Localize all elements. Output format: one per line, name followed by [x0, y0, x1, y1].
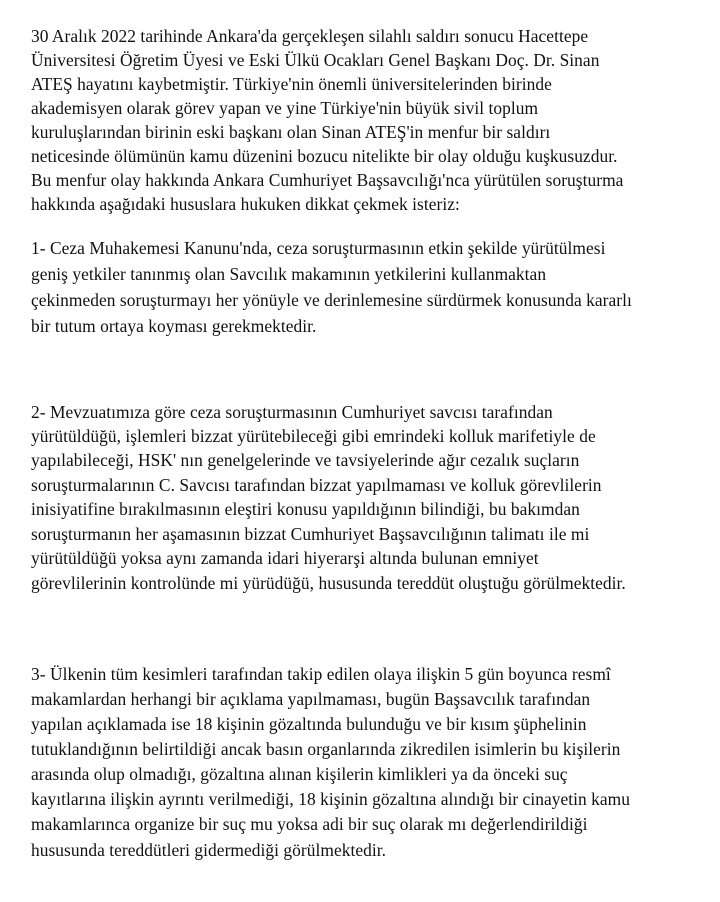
text-line: yapılan açıklamada ise 18 kişinin gözaltında bulunduğu ve bir kısım şüphelinin	[31, 714, 587, 734]
text-line: 2- Mevzuatımıza göre ceza soruşturmasının Cumhuriyet savcısı tarafından	[31, 402, 553, 422]
text-line: geniş yetkiler tanınmış olan Savcılık makamının yetkilerini kullanmaktan	[31, 264, 547, 284]
text-line: hakkında aşağıdaki hususlara hukuken dikkat çekmek isteriz:	[31, 194, 460, 214]
text-line: 3- Ülkenin tüm kesimleri tarafından takip edilen olaya ilişkin 5 gün boyunca resmî	[31, 664, 611, 684]
text-line: yapılabileceği, HSK' nın genelgelerinde ve tavsiyelerinde ağır cezalık suçların	[31, 450, 580, 470]
text-line: 1- Ceza Muhakemesi Kanunu'nda, ceza soruşturmasının etkin şekilde yürütülmesi	[31, 238, 606, 258]
text-line: Bu menfur olay hakkında Ankara Cumhuriyet Başsavcılığı'nca yürütülen soruşturma	[31, 170, 624, 190]
text-line: kuruluşlarından birinin eski başkanı olan Sinan ATEŞ'in menfur bir saldırı	[31, 122, 551, 142]
text-line: tutuklandığının belirtildiği ancak basın organlarında zikredilen isimlerin bu kişilerin	[31, 739, 621, 759]
text-line: görevlilerinin kontrolünde mi yürüdüğü, hususunda tereddüt oluştuğu görülmektedir.	[31, 573, 626, 593]
text-line: inisiyatifine bırakılmasının eleştiri konusu yapıldığının bilindiği, bu bakımdan	[31, 499, 580, 519]
text-line: Üniversitesi Öğretim Üyesi ve Eski Ülkü Ocakları Genel Başkanı Doç. Dr. Sinan	[31, 50, 600, 70]
text-line: makamlardan herhangi bir açıklama yapılmaması, bugün Başsavcılık tarafından	[31, 689, 591, 709]
text-line: kayıtlarına ilişkin ayrıntı verilmediği, 18 kişinin gözaltına alındığı bir cinayetin kamu	[31, 789, 630, 809]
text-line: 30 Aralık 2022 tarihinde Ankara'da gerçekleşen silahlı saldırı sonucu Hacettepe	[31, 26, 589, 46]
text-line: hususunda tereddütleri gidermediği görülmektedir.	[31, 840, 387, 860]
text-line: arasında olup olmadığı, gözaltına alınan kişilerin kimlikleri ya da önceki suç	[31, 764, 568, 784]
text-line: yürütüldüğü, işlemleri bizzat yürütebileceği gibi emrindeki kolluk marifetiyle de	[31, 426, 596, 446]
text-line: makamlarınca organize bir suç mu yoksa adi bir suç olarak mı değerlendirildiği	[31, 814, 588, 834]
text-line: neticesinde ölümünün kamu düzenini bozucu nitelikte bir olay olduğu kuşkusuzdur.	[31, 146, 618, 166]
text-line: soruşturmanın her aşamasının bizzat Cumhuriyet Başsavcılığının talimatı ile mi	[31, 524, 590, 544]
text-line: akademisyen olarak görev yapan ve yine Türkiye'nin büyük sivil toplum	[31, 98, 539, 118]
text-line: ATEŞ hayatını kaybetmiştir. Türkiye'nin önemli üniversitelerinden birinde	[31, 74, 552, 94]
text-line: bir tutum ortaya koyması gerekmektedir.	[31, 316, 317, 336]
text-line: yürütüldüğü yoksa aynı zamanda idari hiyerarşi altında bulunan emniyet	[31, 548, 539, 568]
text-line: çekinmeden soruşturmayı her yönüyle ve derinlemesine sürdürmek konusunda kararlı	[31, 290, 632, 310]
text-line: soruşturmalarının C. Savcısı tarafından bizzat yapılmaması ve kolluk görevlilerin	[31, 475, 602, 495]
